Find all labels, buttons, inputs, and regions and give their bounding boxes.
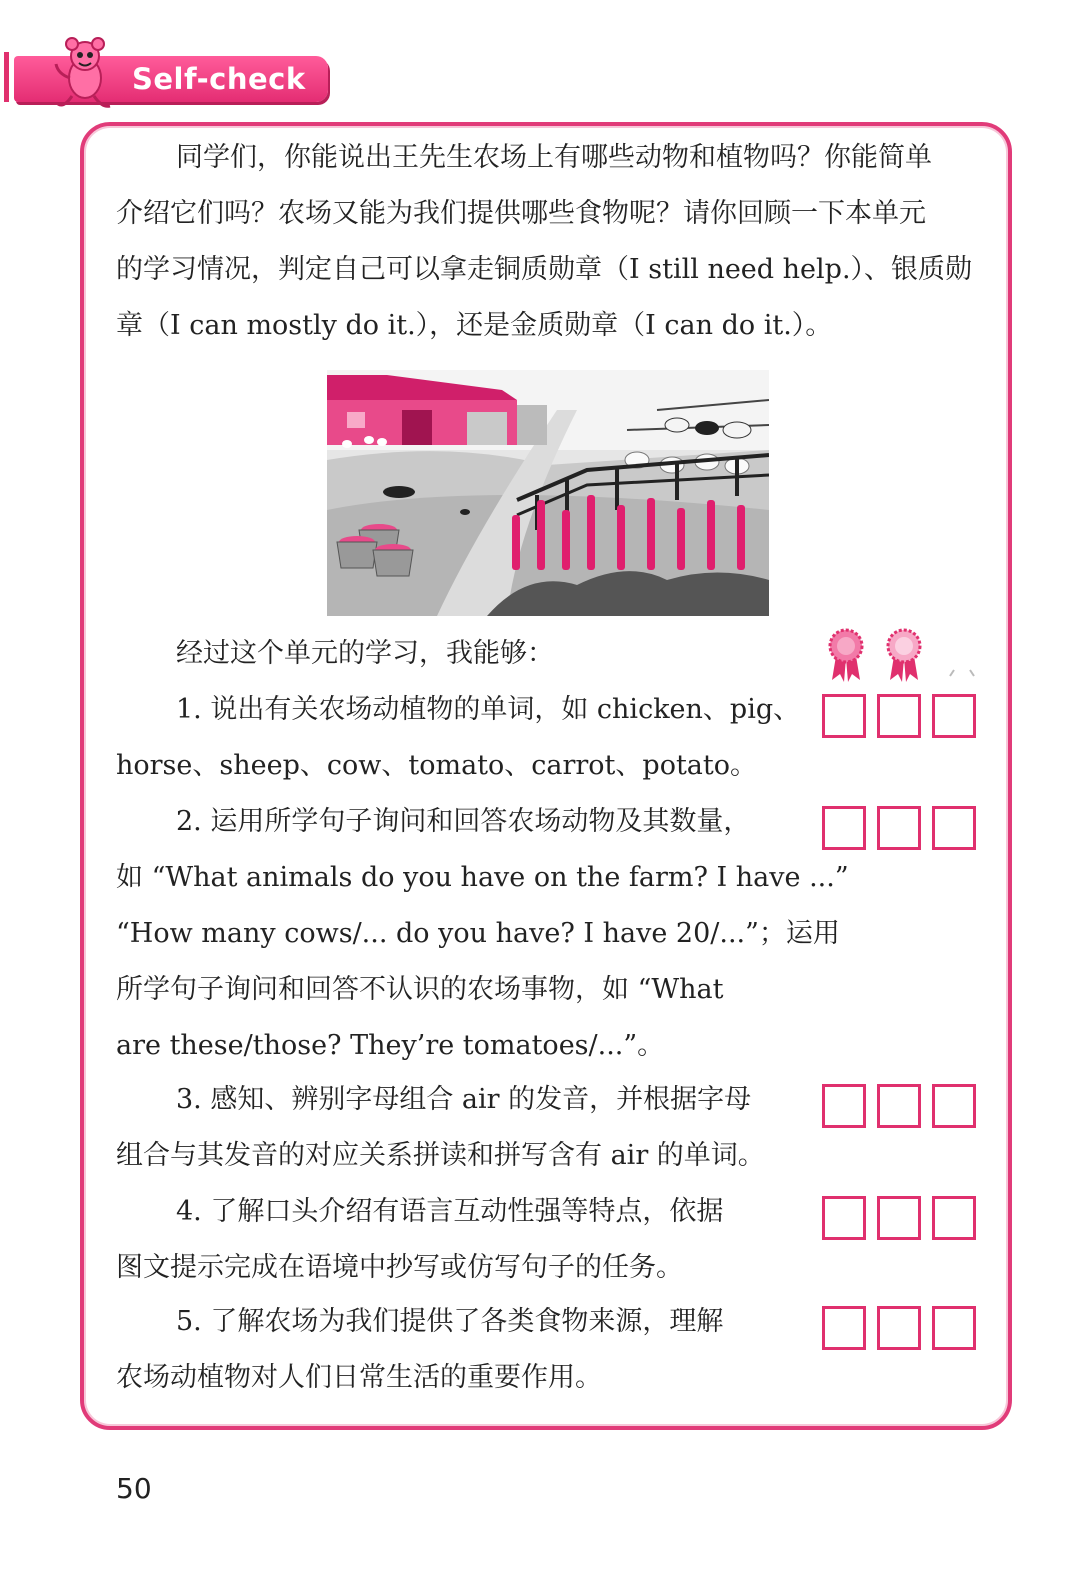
item-line: are these/those? They’re tomatoes/...”。 (116, 1030, 665, 1061)
gold-checkbox[interactable] (932, 1084, 976, 1128)
list-item (116, 1072, 765, 1184)
intro-line: 章（I can mostly do it.），还是金质勋章（I can do it.）。 (116, 310, 833, 341)
intro-line: 的学习情况，判定自己可以拿走铜质勋章（I still need help.）、银质勋 (116, 254, 973, 285)
silver-checkbox[interactable] (877, 806, 921, 850)
medals-row (826, 626, 986, 682)
list-intro (116, 626, 554, 682)
list-item (116, 1294, 723, 1406)
intro-paragraph (116, 130, 986, 354)
gold-checkbox[interactable] (932, 806, 976, 850)
bronze-checkbox[interactable] (822, 1306, 866, 1350)
bronze-checkbox[interactable] (822, 1084, 866, 1128)
item-line: 图文提示完成在语境中抄写或仿写句子的任务。 (116, 1252, 683, 1283)
farm-illustration (327, 370, 769, 616)
item-line: “How many cows/... do you have? I have 20/...”；运用 (116, 918, 840, 949)
gold-checkbox[interactable] (932, 1306, 976, 1350)
list-intro-text: 经过这个单元的学习，我能够： (176, 638, 554, 669)
item-line: 4. 了解口头介绍有语言互动性强等特点，依据 (176, 1196, 724, 1227)
bronze-checkbox[interactable] (822, 694, 866, 738)
rating-boxes (822, 1306, 976, 1350)
silver-checkbox[interactable] (877, 1084, 921, 1128)
rating-boxes (822, 694, 976, 738)
rating-boxes (822, 1084, 976, 1128)
item-line: 组合与其发音的对应关系拼读和拼写含有 air 的单词。 (116, 1140, 765, 1171)
intro-line: 介绍它们吗？农场又能为我们提供哪些食物呢？请你回顾一下本单元 (116, 198, 926, 229)
section-title: Self-check (132, 62, 306, 96)
list-item (116, 794, 849, 1074)
item-line: 3. 感知、辨别字母组合 air 的发音，并根据字母 (176, 1084, 752, 1115)
rating-boxes (822, 1196, 976, 1240)
list-item (116, 1184, 723, 1296)
header-left-bar (4, 52, 9, 102)
rating-boxes (822, 806, 976, 850)
list-item (116, 682, 800, 794)
page-number: 50 (116, 1472, 152, 1505)
item-line: 农场动植物对人们日常生活的重要作用。 (116, 1362, 602, 1393)
item-line: horse、sheep、cow、tomato、carrot、potato。 (116, 750, 757, 781)
item-line: 如 “What animals do you have on the farm? I have ...” (116, 862, 849, 893)
bronze-checkbox[interactable] (822, 1196, 866, 1240)
silver-checkbox[interactable] (877, 694, 921, 738)
silver-checkbox[interactable] (877, 1196, 921, 1240)
silver-medal-icon (888, 630, 920, 682)
silver-checkbox[interactable] (877, 1306, 921, 1350)
gold-checkbox[interactable] (932, 1196, 976, 1240)
item-line: 5. 了解农场为我们提供了各类食物来源，理解 (176, 1306, 724, 1337)
item-line: 2. 运用所学句子询问和回答农场动物及其数量， (176, 806, 751, 837)
bronze-medal-icon (830, 630, 862, 682)
intro-line: 同学们，你能说出王先生农场上有哪些动物和植物吗？你能简单 (176, 142, 932, 173)
item-line: 所学句子询问和回答不认识的农场事物，如 “What (116, 974, 724, 1005)
bronze-checkbox[interactable] (822, 806, 866, 850)
gold-checkbox[interactable] (932, 694, 976, 738)
mascot-icon (50, 34, 120, 114)
item-line: 1. 说出有关农场动植物的单词，如 chicken、pig、 (176, 694, 801, 725)
gold-medal-icon (950, 670, 974, 676)
